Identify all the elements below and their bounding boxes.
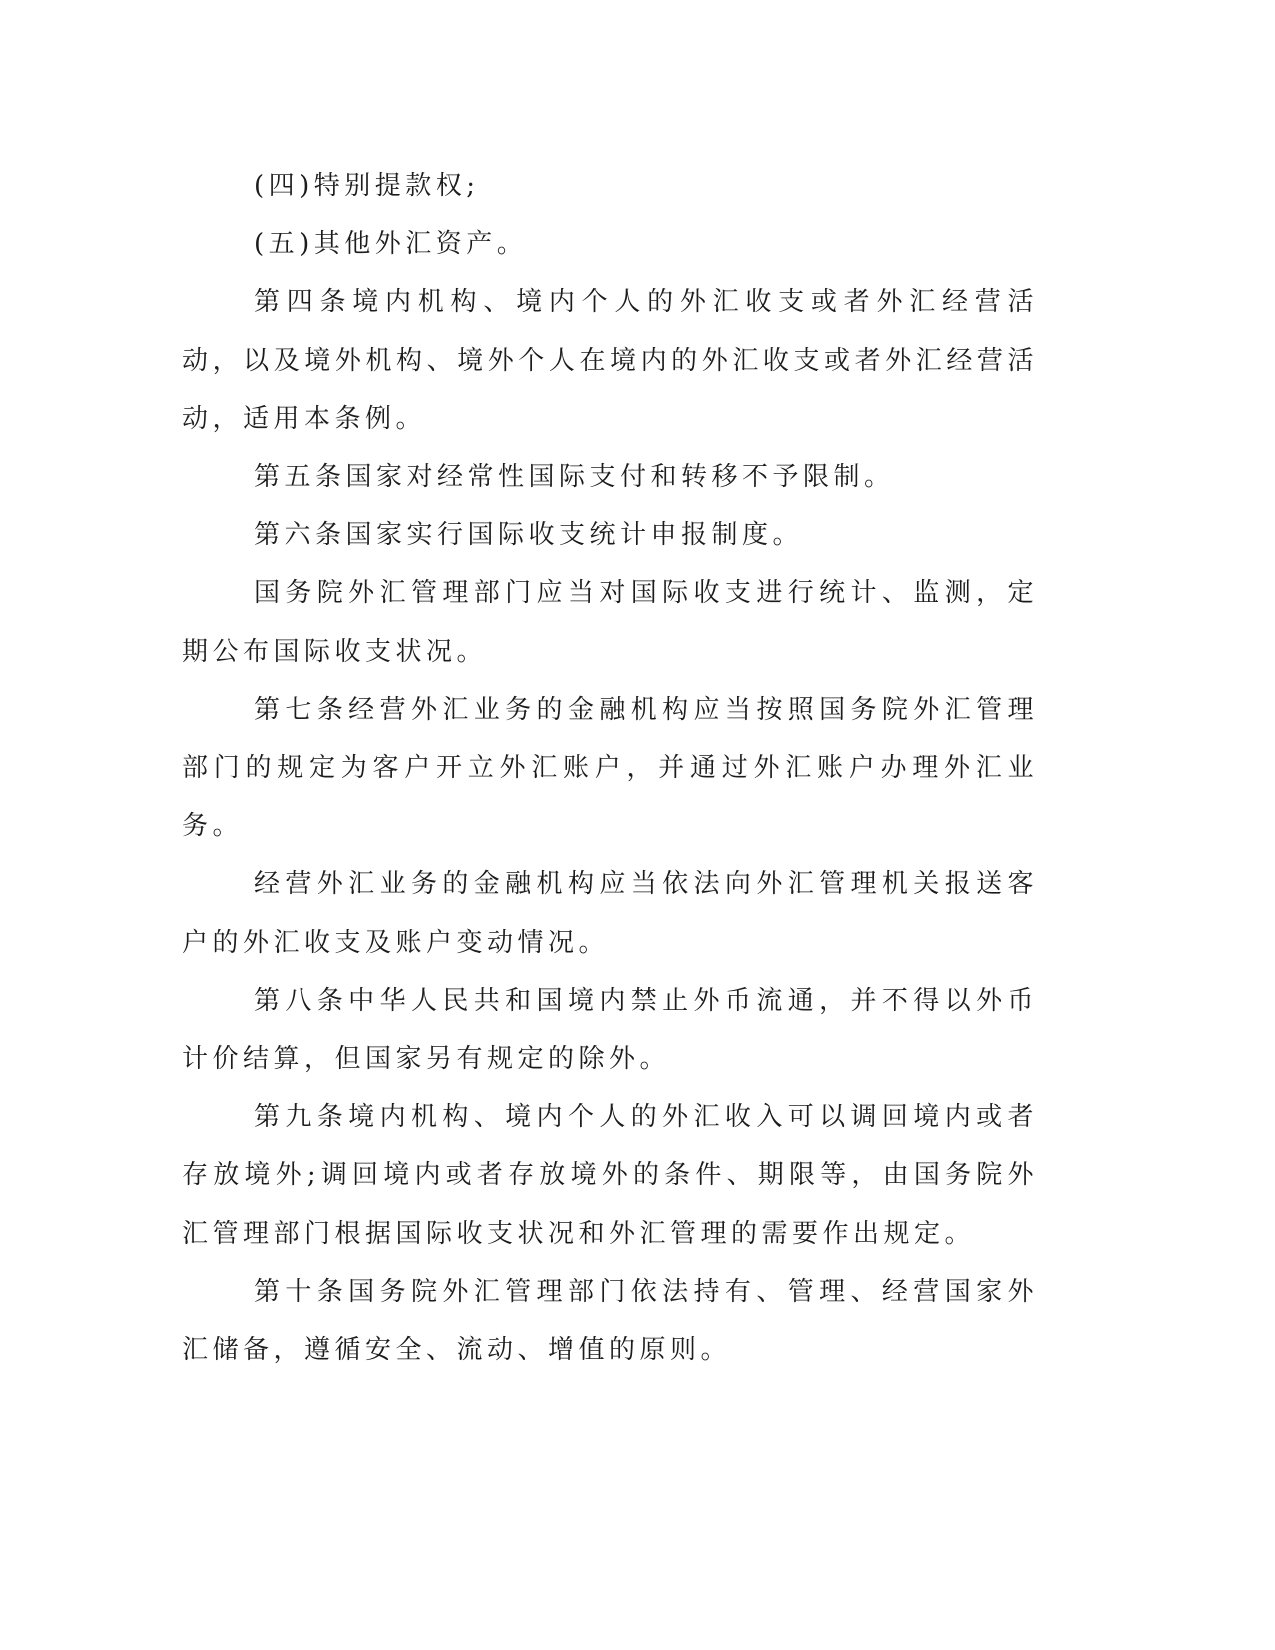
paragraph-article-5: 第五条国家对经常性国际支付和转移不予限制。	[254, 462, 895, 493]
paragraph-item-5-other-assets: (五)其他外汇资产。	[254, 229, 528, 260]
paragraph-article-6: 第六条国家实行国际收支统计申报制度。	[254, 520, 804, 551]
paragraph-article-7-detail: 经营外汇业务的金融机构应当依法向外汇管理机关报送客户的外汇收支及账户变动情况。	[182, 869, 1038, 958]
paragraph-article-10: 第十条国务院外汇管理部门依法持有、管理、经营国家外汇储备，遵循安全、流动、增值的原则。	[182, 1276, 1038, 1366]
document-body	[182, 157, 1038, 1379]
paragraph-article-7: 第七条经营外汇业务的金融机构应当按照国务院外汇管理部门的规定为客户开立外汇账户，并通过外汇账户办理外汇业务。	[182, 694, 1038, 842]
paragraph-article-4: 第四条境内机构、境内个人的外汇收支或者外汇经营活动，以及境外机构、境外个人在境内的外汇收支或者外汇经营活动，适用本条例。	[182, 287, 1038, 434]
paragraph-item-4-sdr: (四)特别提款权;	[254, 171, 480, 201]
paragraph-article-9: 第九条境内机构、境内个人的外汇收入可以调回境内或者存放境外;调回境内或者存放境外的条件、期限等，由国务院外汇管理部门根据国际收支状况和外汇管理的需要作出规定。	[182, 1102, 1038, 1249]
paragraph-article-8: 第八条中华人民共和国境内禁止外币流通，并不得以外币计价结算，但国家另有规定的除外。	[182, 985, 1038, 1075]
paragraph-article-6-detail: 国务院外汇管理部门应当对国际收支进行统计、监测，定期公布国际收支状况。	[182, 578, 1038, 667]
